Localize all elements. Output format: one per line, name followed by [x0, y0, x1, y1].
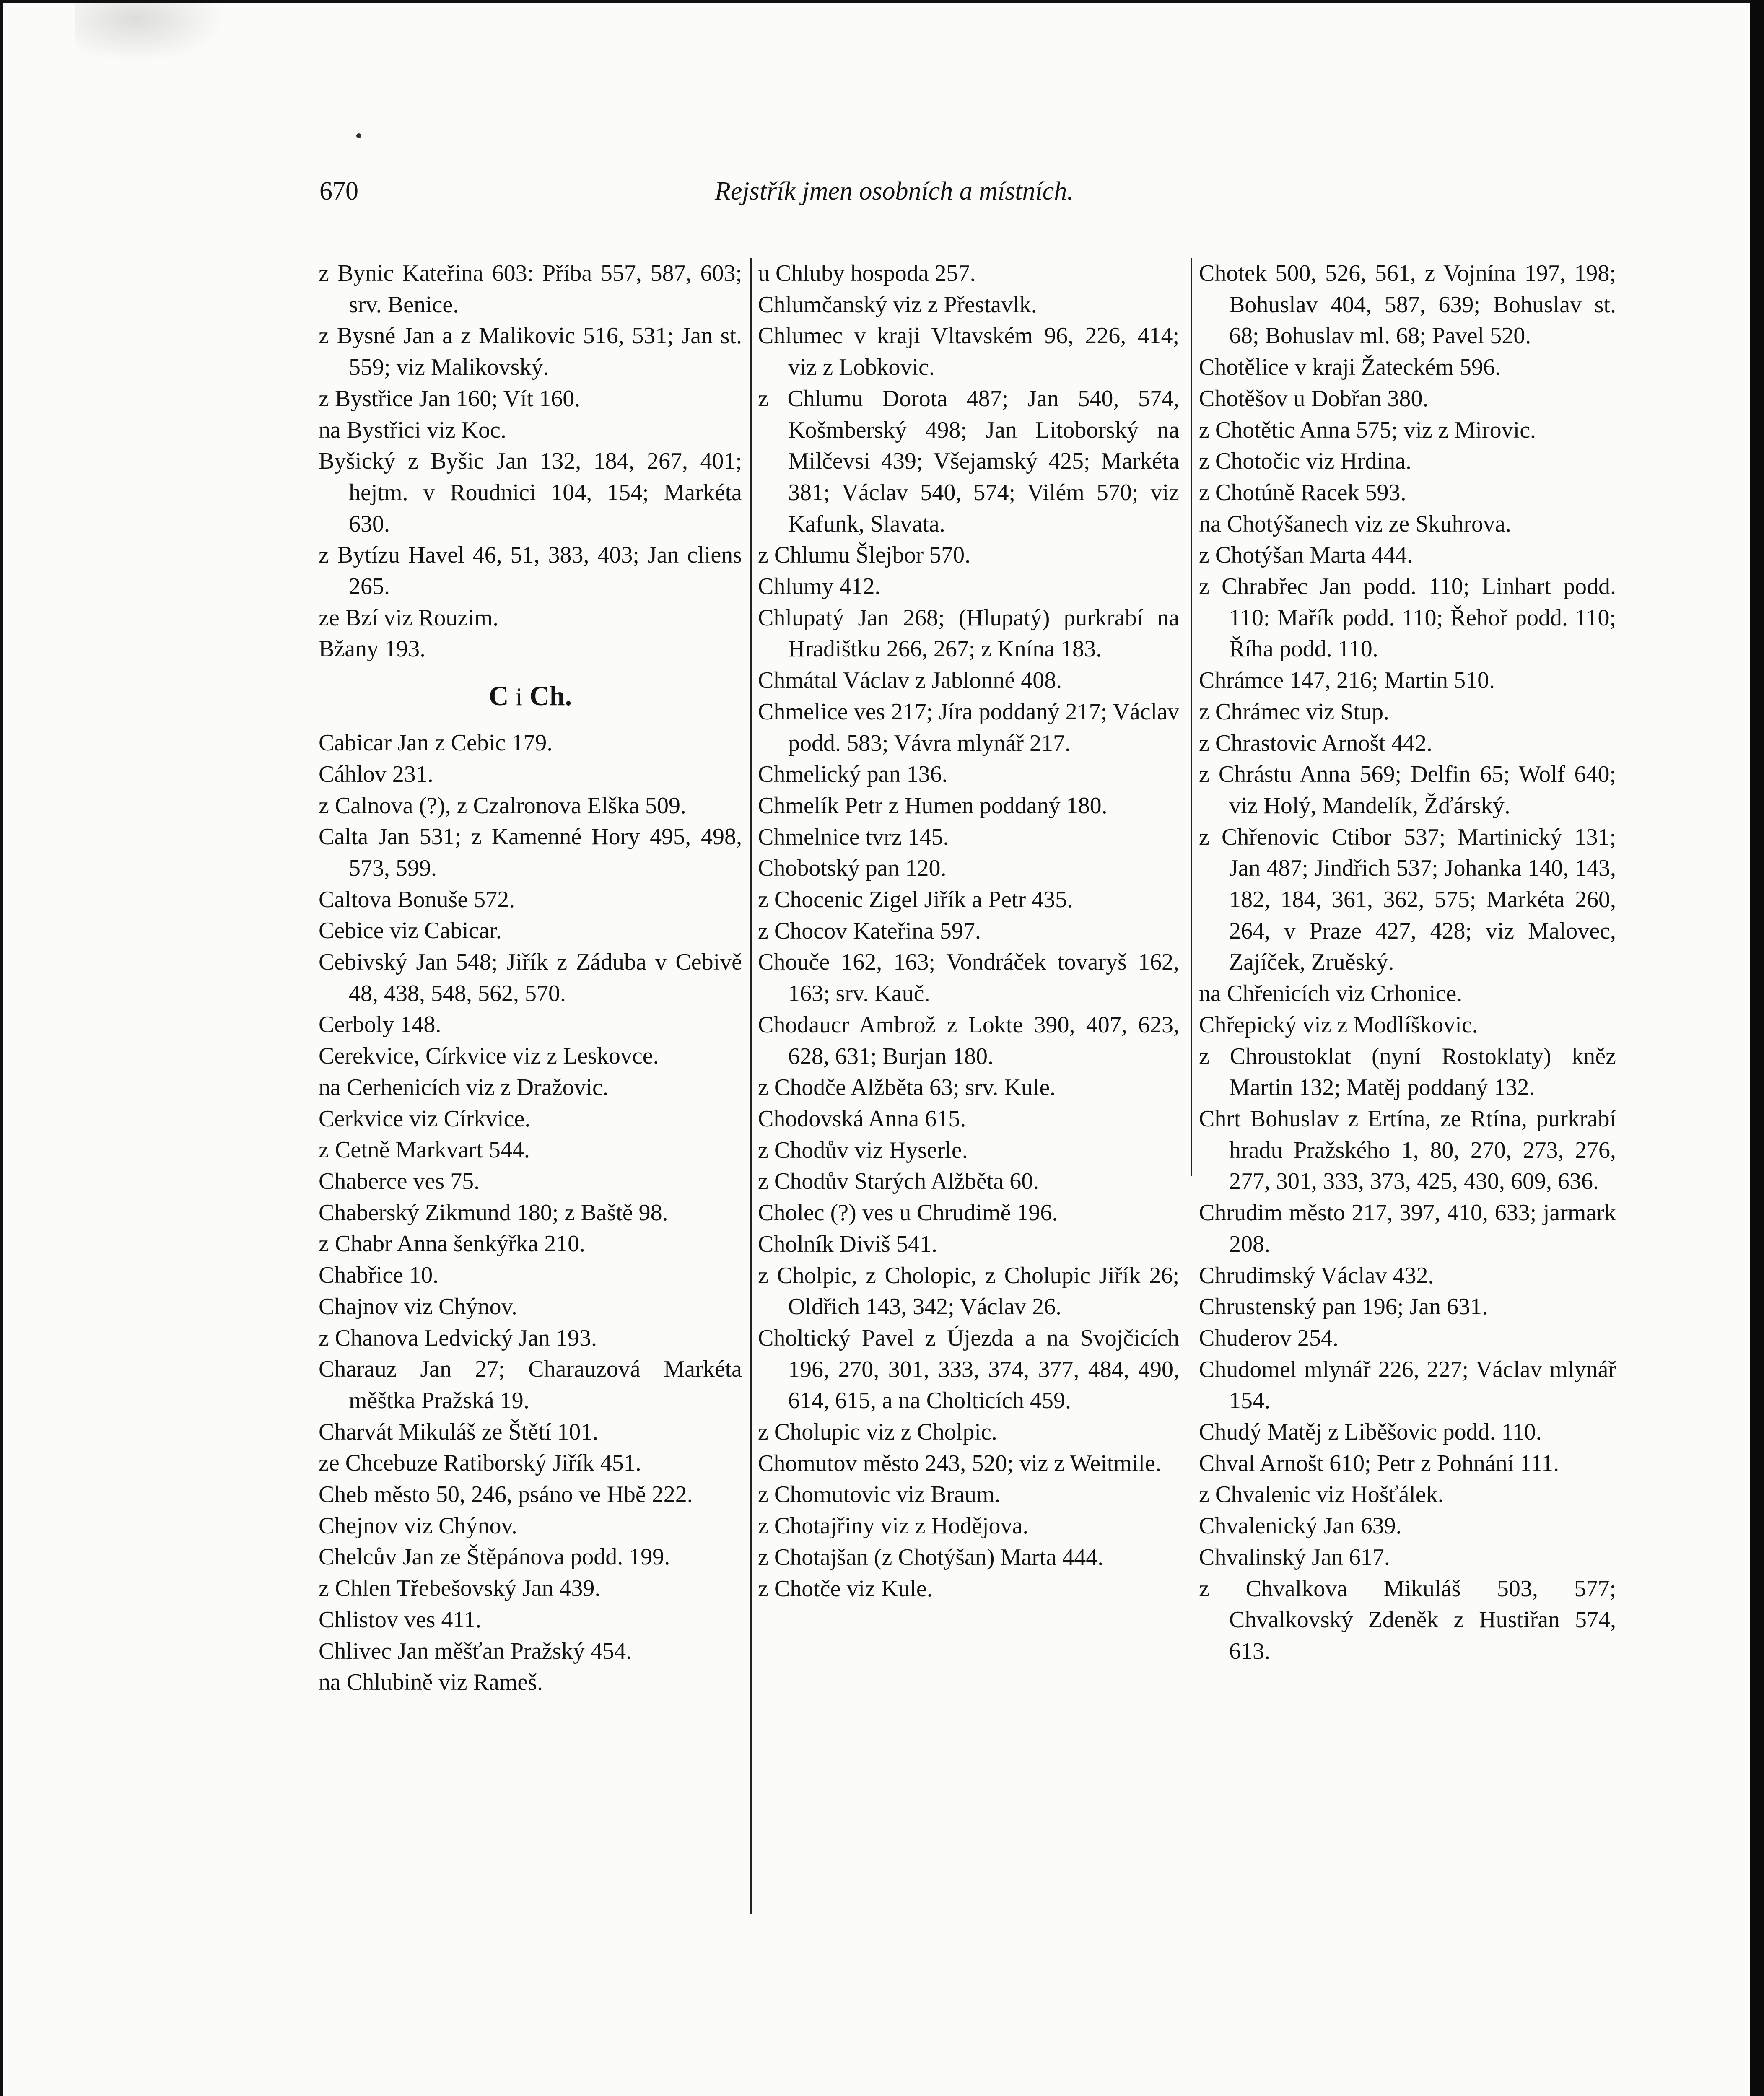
- section-heading: [319, 665, 742, 727]
- index-entry: Chrudim město 217, 397, 410, 633; jarmark 208.: [1199, 1200, 1616, 1257]
- index-entry: Charvát Mikuláš ze Štětí 101.: [319, 1419, 599, 1445]
- index-entry: na Chotýšanech viz ze Skuhrova.: [1199, 511, 1511, 537]
- index-entry: Cerekvice, Církvice viz z Leskovce.: [319, 1043, 659, 1069]
- index-entry: Cheb město 50, 246, psáno ve Hbě 222.: [319, 1481, 693, 1508]
- index-column-2: [758, 258, 1179, 1604]
- index-column-1: [319, 258, 742, 1698]
- index-entry: Chotělice v kraji Žateckém 596.: [1199, 354, 1501, 381]
- index-entry: na Chřenicích viz Crhonice.: [1199, 981, 1463, 1007]
- index-entry: z Chotajšan (z Chotýšan) Marta 444.: [758, 1544, 1104, 1570]
- index-entry: z Chotúně Racek 593.: [1199, 479, 1406, 506]
- index-entry: Chlistov ves 411.: [319, 1606, 482, 1633]
- index-entry: Chmelnice tvrz 145.: [758, 824, 949, 850]
- index-entry: Chabřice 10.: [319, 1262, 439, 1289]
- index-entry: na Bystřici viz Koc.: [319, 417, 506, 443]
- index-entry: Chvalinský Jan 617.: [1199, 1544, 1390, 1570]
- index-entry: z Chomutovic viz Braum.: [758, 1481, 1001, 1508]
- index-entry: z Chlumu Šlejbor 570.: [758, 542, 971, 568]
- section-heading-ch: Ch.: [529, 681, 572, 712]
- index-entry: Chaberce ves 75.: [319, 1168, 480, 1194]
- entries-before-heading: [319, 258, 742, 665]
- index-entry: Caltova Bonuše 572.: [319, 886, 515, 913]
- index-entry: u Chluby hospoda 257.: [758, 260, 976, 286]
- index-entry: Cerkvice viz Církvice.: [319, 1105, 531, 1132]
- index-entry: Chlupatý Jan 268; (Hlupatý) purkrabí na Hradištku 266, 267; z Knína 183.: [758, 604, 1179, 662]
- index-entry: Chudý Matěj z Liběšovic podd. 110.: [1199, 1419, 1542, 1445]
- index-entry: Chřepický viz z Modlíškovic.: [1199, 1012, 1478, 1038]
- index-entry: Chlivec Jan měšťan Pražský 454.: [319, 1638, 632, 1664]
- index-entry: Chlumy 412.: [758, 573, 881, 600]
- index-entry: Chotek 500, 526, 561, z Vojnína 197, 198; Bohuslav 404, 587, 639; Bohuslav st. 68; Bohuslav ml. 68; Pavel 520.: [1199, 260, 1616, 349]
- index-entry: Chouče 162, 163; Vondráček tovaryš 162, 163; srv. Kauč.: [758, 949, 1179, 1007]
- index-entry: Chrámce 147, 216; Martin 510.: [1199, 667, 1495, 694]
- index-entry: Cabicar Jan z Cebic 179.: [319, 730, 553, 756]
- page-number: 670: [319, 177, 358, 205]
- index-entry: z Chodův viz Hyserle.: [758, 1137, 968, 1163]
- index-entry: z Chvalkova Mikuláš 503, 577; Chvalkovský Zdeněk z Hustiřan 574, 613.: [1199, 1575, 1616, 1664]
- index-entry: z Chrástu Anna 569; Delfin 65; Wolf 640; viz Holý, Mandelík, Žďárský.: [1199, 761, 1616, 819]
- index-entry: Chuderov 254.: [1199, 1325, 1339, 1351]
- entries-after-heading: [319, 727, 742, 1698]
- index-entry: Chomutov město 243, 520; viz z Weitmile.: [758, 1450, 1161, 1476]
- index-entry: z Chvalenic viz Hošťálek.: [1199, 1481, 1444, 1508]
- index-entry: z Chanova Ledvický Jan 193.: [319, 1325, 597, 1351]
- index-entry: Chmátal Václav z Jablonné 408.: [758, 667, 1062, 694]
- index-entry: Chrudimský Václav 432.: [1199, 1262, 1434, 1289]
- index-entry: z Calnova (?), z Czalronova Elška 509.: [319, 792, 687, 819]
- index-entry: z Bynic Kateřina 603: Příba 557, 587, 603; srv. Benice.: [319, 260, 742, 318]
- column-rule: [750, 258, 752, 1914]
- index-entry: Choltický Pavel z Újezda a na Svojčicích 196, 270, 301, 333, 374, 377, 484, 490, 614, 615, a na Cholticích 459.: [758, 1325, 1179, 1414]
- ink-speck: [356, 133, 361, 138]
- index-entry: Chajnov viz Chýnov.: [319, 1293, 517, 1320]
- index-entry: Cerboly 148.: [319, 1012, 441, 1038]
- index-entry: z Chabr Anna šenkýřka 210.: [319, 1231, 586, 1257]
- index-entry: Cholník Diviš 541.: [758, 1231, 937, 1257]
- index-entry: z Chotětic Anna 575; viz z Mirovic.: [1199, 417, 1536, 443]
- scan-border-top: [0, 0, 1764, 3]
- index-entry: z Chocenic Zigel Jiřík a Petr 435.: [758, 887, 1073, 913]
- index-entry: z Chlen Třebešovský Jan 439.: [319, 1575, 601, 1602]
- index-entry: Chmelice ves 217; Jíra poddaný 217; Václav podd. 583; Vávra mlynář 217.: [758, 698, 1179, 756]
- index-entry: Chotěšov u Dobřan 380.: [1199, 385, 1429, 412]
- index-entry: Bžany 193.: [319, 636, 426, 662]
- index-column-3: [1199, 258, 1616, 1667]
- index-entry: Chobotský pan 120.: [758, 855, 947, 882]
- index-entry: Chaberský Zikmund 180; z Baště 98.: [319, 1199, 668, 1226]
- index-entry: Chelcův Jan ze Štěpánova podd. 199.: [319, 1544, 670, 1570]
- index-entry: z Chrabřec Jan podd. 110; Linhart podd. 110: Mařík podd. 110; Řehoř podd. 110; Říha podd. 110.: [1199, 573, 1616, 662]
- index-entry: ze Bzí viz Rouzim.: [319, 604, 499, 631]
- index-entry: z Cetně Markvart 544.: [319, 1137, 530, 1163]
- index-entry: z Bytízu Havel 46, 51, 383, 403; Jan cliens 265.: [319, 542, 742, 600]
- scan-smudge: [75, 0, 226, 63]
- index-entry: z Chotočic viz Hrdina.: [1199, 448, 1411, 475]
- index-entry: Cáhlov 231.: [319, 761, 433, 787]
- index-entry: Chmelík Petr z Humen poddaný 180.: [758, 792, 1108, 819]
- index-entry: Cebivský Jan 548; Jiřík z Záduba v Cebivě 48, 438, 548, 562, 570.: [319, 949, 742, 1006]
- scan-border-left: [0, 0, 3, 2096]
- index-entry: z Chroustoklat (nyní Rostoklaty) kněz Martin 132; Matěj poddaný 132.: [1199, 1043, 1616, 1101]
- index-entry: z Chocov Kateřina 597.: [758, 918, 981, 944]
- index-entry: Chudomel mlynář 226, 227; Václav mlynář 154.: [1199, 1356, 1616, 1414]
- index-entry: z Bysné Jan a z Malikovic 516, 531; Jan st. 559; viz Malikovský.: [319, 323, 742, 381]
- index-entry: z Chotýšan Marta 444.: [1199, 542, 1413, 568]
- index-entry: Byšický z Byšic Jan 132, 184, 267, 401; hejtm. v Roudnici 104, 154; Markéta 630.: [319, 448, 742, 537]
- scan-border-right: [1750, 0, 1764, 2096]
- index-entry: Chvalenický Jan 639.: [1199, 1513, 1402, 1539]
- index-entry: z Bystřice Jan 160; Vít 160.: [319, 385, 581, 412]
- index-entry: Charauz Jan 27; Charauzová Markéta měštka Pražská 19.: [319, 1356, 742, 1414]
- index-entry: ze Chcebuze Ratiborský Jiřík 451.: [319, 1450, 641, 1476]
- index-entry: z Chodče Alžběta 63; srv. Kule.: [758, 1074, 1056, 1101]
- index-entry: z Chrámec viz Stup.: [1199, 698, 1390, 725]
- index-entry: Cebice viz Cabicar.: [319, 918, 502, 944]
- index-entry: Chodaucr Ambrož z Lokte 390, 407, 623, 628, 631; Burjan 180.: [758, 1012, 1179, 1069]
- index-entry: na Chlubině viz Rameš.: [319, 1669, 543, 1696]
- index-entry: Chmelický pan 136.: [758, 761, 948, 788]
- index-entry: Chrustenský pan 196; Jan 631.: [1199, 1294, 1488, 1320]
- index-entry: z Chřenovic Ctibor 537; Martinický 131; Jan 487; Jindřich 537; Johanka 140, 143, 182, 184, 361, 362, 575; Markéta 260, 264, v Praze 427, 428; viz Malovec, Zajíček, Zruěský.: [1199, 824, 1616, 975]
- index-entry: z Chotajřiny viz z Hodějova.: [758, 1513, 1029, 1539]
- index-entry: Chval Arnošt 610; Petr z Pohnání 111.: [1199, 1450, 1559, 1476]
- index-entry: Chlumčanský viz z Přestavlk.: [758, 291, 1037, 318]
- index-entry: z Chlumu Dorota 487; Jan 540, 574, Košmberský 498; Jan Litoborský na Milčevsi 439; Všejamský 425; Markéta 381; Václav 540, 574; Vilém 570; viz Kafunk, Slavata.: [758, 385, 1179, 537]
- index-entry: z Chotče viz Kule.: [758, 1575, 933, 1602]
- index-entry: z Chrastovic Arnošt 442.: [1199, 730, 1432, 756]
- section-heading-c: C: [488, 681, 509, 712]
- column-rule: [1191, 258, 1192, 1176]
- index-entry: Cholec (?) ves u Chrudimě 196.: [758, 1200, 1058, 1226]
- section-heading-i: i: [516, 683, 523, 711]
- index-entry: z Cholpic, z Cholopic, z Cholupic Jiřík 26; Oldřich 143, 342; Václav 26.: [758, 1262, 1179, 1320]
- index-entry: Chlumec v kraji Vltavském 96, 226, 414; viz z Lobkovic.: [758, 323, 1179, 381]
- index-entry: na Cerhenicích viz z Dražovic.: [319, 1074, 609, 1100]
- index-entry: z Chodův Starých Alžběta 60.: [758, 1168, 1039, 1195]
- index-entry: Chrt Bohuslav z Ertína, ze Rtína, purkrabí hradu Pražského 1, 80, 270, 273, 276, 277, 301, 333, 373, 425, 430, 609, 636.: [1199, 1105, 1616, 1195]
- index-entry: Calta Jan 531; z Kamenné Hory 495, 498, 573, 599.: [319, 824, 742, 881]
- running-head: Rejstřík jmen osobních a místních.: [715, 177, 1074, 205]
- index-entry: Chejnov viz Chýnov.: [319, 1512, 517, 1539]
- index-entry: z Cholupic viz z Cholpic.: [758, 1419, 997, 1445]
- index-entry: Chodovská Anna 615.: [758, 1105, 966, 1132]
